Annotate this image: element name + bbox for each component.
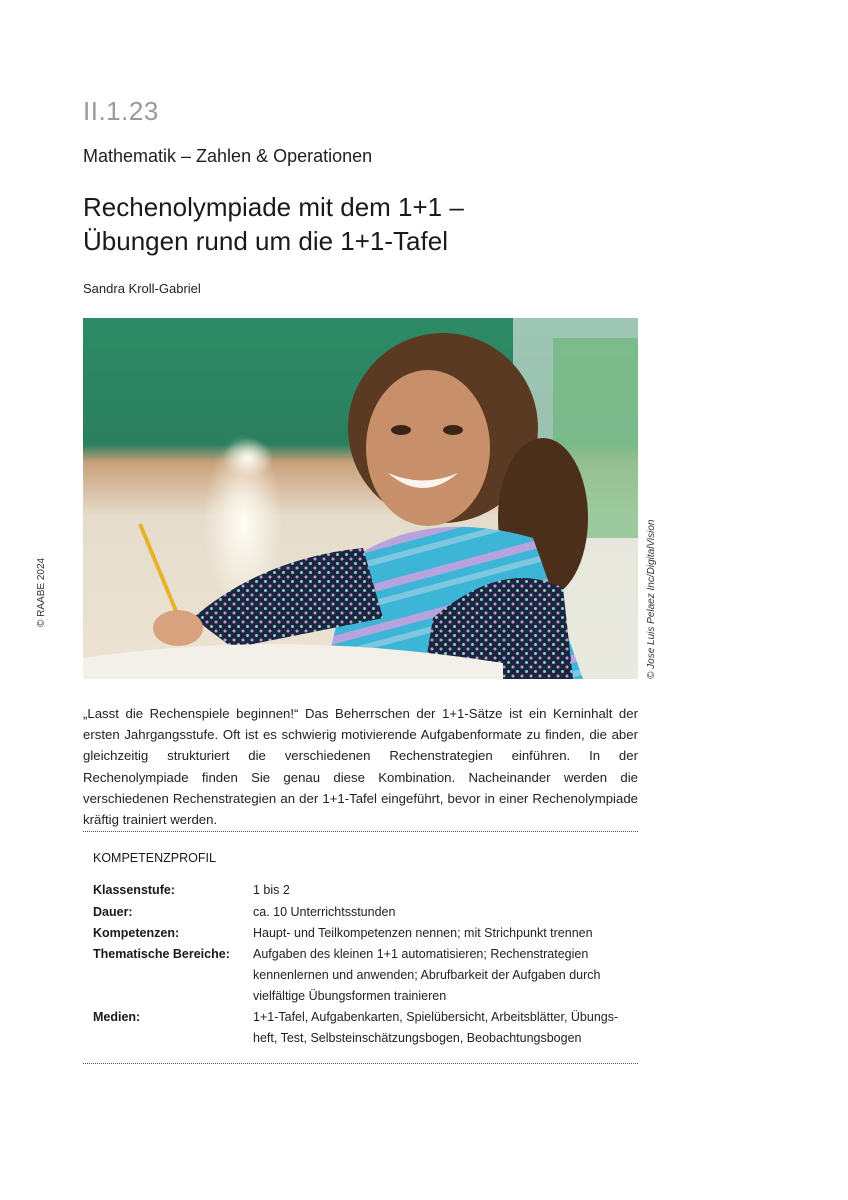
title-line-1: Rechenolympiade mit dem 1+1 – xyxy=(83,192,464,222)
kp-value: Aufgaben des kleinen 1+1 automatisieren; Rechenstrategien kennenlernen und anwenden; Abrufbarkeit der Aufgaben durch vielfältige Übungsformen trainieren xyxy=(253,946,601,1003)
kp-label: Thematische Bereiche: xyxy=(93,946,230,961)
girl-at-desk-photo xyxy=(83,318,638,679)
kp-value: ca. 10 Unterrichtsstunden xyxy=(253,904,396,919)
document-code: II.1.23 xyxy=(83,96,159,126)
photo-credit: © Jose Luis Pelaez Inc/DigitalVision xyxy=(646,519,657,679)
page-title xyxy=(83,190,464,258)
divider-bottom xyxy=(83,1063,638,1064)
title-line-2: Übungen rund um die 1+1-Tafel xyxy=(83,226,448,256)
kp-label: Kompetenzen: xyxy=(93,925,180,940)
intro-paragraph: „Lasst die Rechenspiele beginnen!“ Das Beherrschen der 1+1-Sätze ist ein Kerninhalt der ersten Jahrgangsstufe. Oft ist es schwierig motivierende Aufgabenformate zu finden, die aber gleichzeitig strukturiert die verschiedenen Rechenstrategien einführen. In der Rechenolympiade finden Sie genau diese Kombination. Nacheinander werden die verschiedenen Rechenstrategien an der 1+1-Tafel eingeführt, bevor in einer Rechenolympiade kräftig trainiert werden. xyxy=(83,706,638,828)
author: Sandra Kroll-Gabriel xyxy=(83,281,201,296)
kp-label: Klassenstufe: xyxy=(93,883,175,897)
kompetenzprofil-heading: KOMPETENZPROFIL xyxy=(93,851,216,865)
cover-photo xyxy=(83,318,638,679)
kp-label: Medien: xyxy=(93,1010,141,1024)
kp-value: 1+1-Tafel, Aufgabenkarten, Spielübersicht, Arbeitsblätter, Übungsheft, Test, Selbsteinschätzungsbogen, Beobachtungsbogen xyxy=(253,1010,619,1046)
divider-top xyxy=(83,831,638,832)
copyright-notice: © RAABE 2024 xyxy=(36,557,47,627)
subject-heading: Mathematik – Zahlen & Operationen xyxy=(83,146,373,166)
kp-value: Haupt- und Teilkompetenzen nennen; mit Strichpunkt trennen xyxy=(253,925,593,940)
kp-label: Dauer: xyxy=(93,904,133,919)
kp-value: 1 bis 2 xyxy=(253,883,290,897)
